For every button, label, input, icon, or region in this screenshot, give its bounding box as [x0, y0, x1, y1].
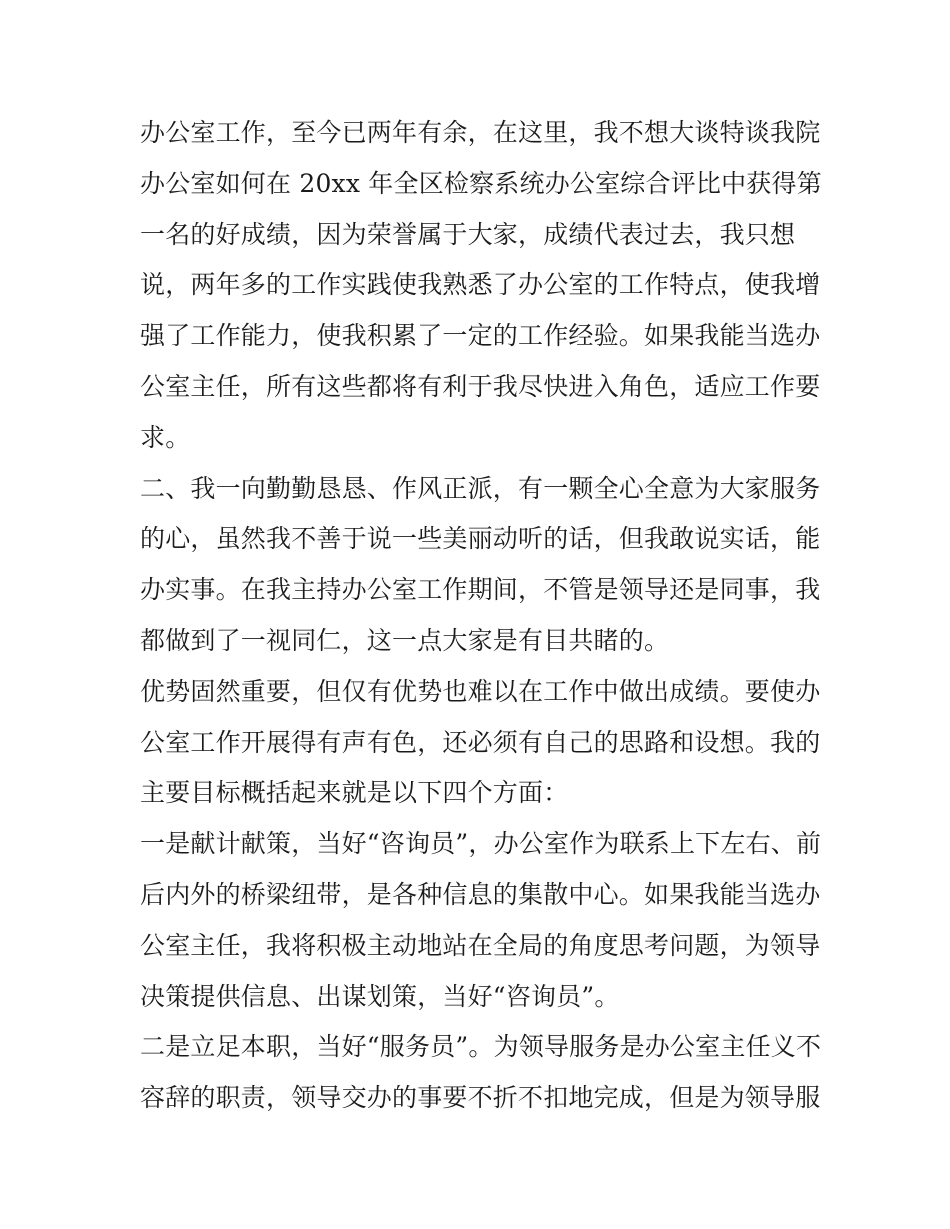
text-line: 的心，虽然我不善于说一些美丽动听的话，但我敢说实话，能 [140, 524, 821, 554]
text-line: 决策提供信息、出谋划策，当好“咨询员”。 [140, 981, 620, 1011]
text-line: 公室主任，所有这些都将有利于我尽快进入角色，适应工作要 [140, 371, 821, 401]
text-line: 办公室工作，至今已两年有余，在这里，我不想大谈特谈我院 [140, 118, 821, 147]
text-line: 强了工作能力，使我积累了一定的工作经验。如果我能当选办 [140, 321, 821, 351]
text-line: 二是立足本职，当好“服务员”。为领导服务是办公室主任义不 [140, 1032, 822, 1062]
text-line: 都做到了一视同仁，这一点大家是有目共睹的。 [140, 625, 670, 655]
text-line: 二、我一向勤勤恳恳、作风正派，有一颗全心全意为大家服务 [140, 473, 821, 503]
text-line: 公室工作开展得有声有色，还必须有自己的思路和设想。我的 [140, 727, 821, 757]
text-line: 优势固然重要，但仅有优势也难以在工作中做出成绩。要使办 [140, 676, 821, 706]
text-line: 一名的好成绩，因为荣誉属于大家，成绩代表过去，我只想 [140, 219, 796, 249]
text-line: 求。 [140, 422, 191, 452]
text-line: 后内外的桥梁纽带，是各种信息的集散中心。如果我能当选办 [140, 879, 821, 909]
text-line: 公室主任，我将积极主动地站在全局的角度思考问题，为领导 [140, 930, 821, 960]
document-body [140, 108, 820, 1124]
text-line: 办公室如何在 20xx 年全区检察系统办公室综合评比中获得第 [140, 168, 822, 198]
text-line: 一是献计献策，当好“咨询员”，办公室作为联系上下左右、前 [140, 829, 822, 859]
text-line: 容辞的职责，领导交办的事要不折不扣地完成，但是为领导服 [140, 1083, 821, 1113]
text-line: 主要目标概括起来就是以下四个方面： [140, 778, 569, 808]
text-line: 办实事。在我主持办公室工作期间，不管是领导还是同事，我 [140, 575, 821, 605]
text-line: 说，两年多的工作实践使我熟悉了办公室的工作特点，使我增 [140, 270, 821, 300]
